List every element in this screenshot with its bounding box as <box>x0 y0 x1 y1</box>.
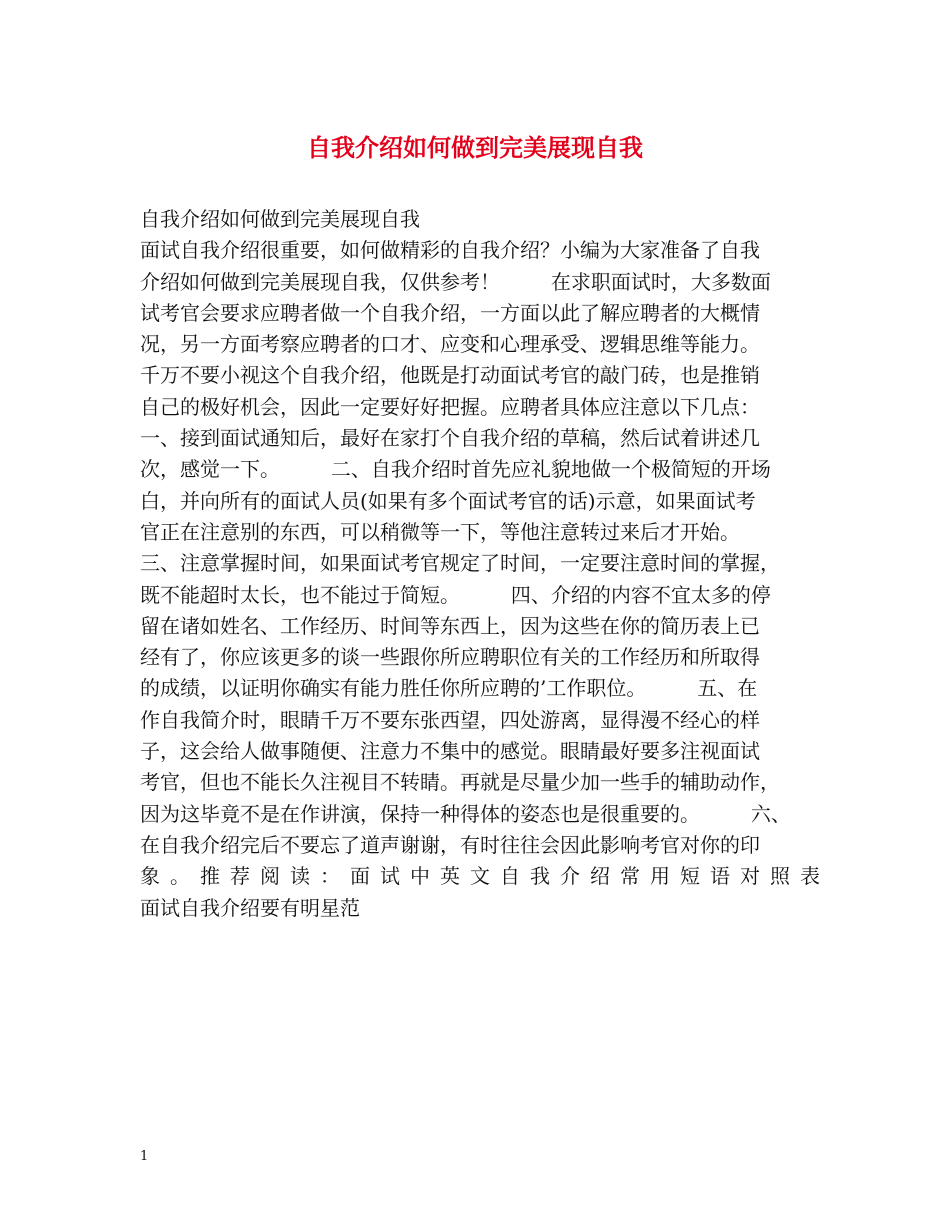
page-number: 1 <box>140 1149 149 1164</box>
body-line: 留在诸如姓名、工作经历、时间等东西上，因为这些在你的简历表上已 <box>140 613 760 638</box>
body-line: 子，这会给人做事随便、注意力不集中的感觉。眼睛最好要多注视面试 <box>140 739 760 764</box>
body-line: 次，感觉一下。 二、自我介绍时首先应礼貌地做一个极简短的开场 <box>140 457 771 482</box>
body-line: 三、注意掌握时间，如果面试考官规定了时间，一定要注意时间的掌握， <box>140 551 780 576</box>
body-line: 自我介绍如何做到完美展现自我 <box>140 207 420 231</box>
body-line: 千万不要小视这个自我介绍，他既是打动面试考官的敲门砖，也是推销 <box>140 363 760 388</box>
body-line: 在自我介绍完后不要忘了道声谢谢，有时往往会因此影响考官对你的印 <box>140 832 760 857</box>
body-line: 试考官会要求应聘者做一个自我介绍，一方面以此了解应聘者的大概情 <box>140 300 760 325</box>
body-line: 考官，但也不能长久注视目不转睛。再就是尽量少加一些手的辅助动作， <box>140 770 780 795</box>
body-line: 的成绩，以证明你确实有能力胜任你所应聘的’工作职位。 五、在 <box>140 676 758 701</box>
body-line: 况，另一方面考察应聘者的口才、应变和心理承受、逻辑思维等能力。 <box>140 332 760 357</box>
body-line: 经有了，你应该更多的谈一些跟你所应聘职位有关的工作经历和所取得 <box>140 645 760 670</box>
body-line: 一、接到面试通知后，最好在家打个自我介绍的草稿，然后试着讲述几 <box>140 426 760 451</box>
body-line: 自己的极好机会，因此一定要好好把握。应聘者具体应注意以下几点： <box>140 394 760 419</box>
body-line: 既不能超时太长，也不能过于简短。 四、介绍的内容不宜太多的停 <box>140 582 771 607</box>
document-body <box>140 204 820 924</box>
body-line: 因为这毕竟不是在作讲演，保持一种得体的姿态也是很重要的。 六、 <box>140 801 791 826</box>
body-line: 官正在注意别的东西，可以稍微等一下，等他注意转过来后才开始。 <box>140 519 740 544</box>
body-line: 面试自我介绍要有明星范 <box>140 895 360 920</box>
body-line: 白，并向所有的面试人员(如果有多个面试考官的话)示意，如果面试考 <box>140 488 756 513</box>
body-line: 作自我简介时，眼睛千万不要东张西望，四处游离，显得漫不经心的样 <box>140 707 760 732</box>
body-line: 面试自我介绍很重要，如何做精彩的自我介绍？小编为大家准备了自我 <box>140 238 760 263</box>
body-line: 象。推荐阅读：面试中英文自我介绍常用短语对照表 <box>140 864 820 889</box>
document-title: 自我介绍如何做到完美展现自我 <box>307 133 643 162</box>
body-line: 介绍如何做到完美展现自我，仅供参考！ 在求职面试时，大多数面 <box>140 269 771 294</box>
